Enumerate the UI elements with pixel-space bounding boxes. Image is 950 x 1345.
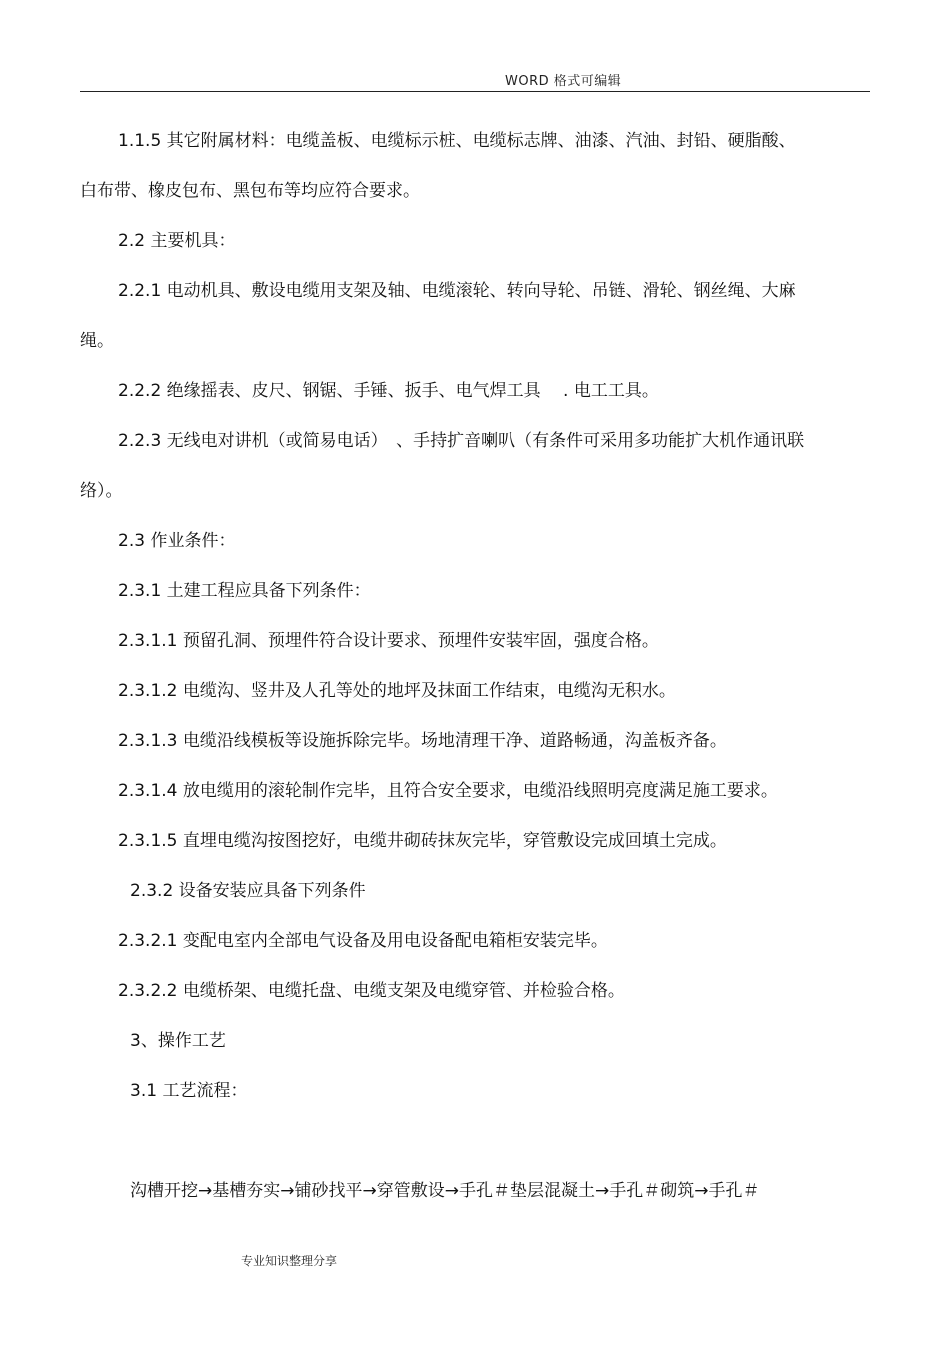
paragraph-line: 2.3.1.4 放电缆用的滚轮制作完毕，且符合安全要求，电缆沿线照明亮度满足施工要求。 [118,781,778,801]
section-heading: 3、操作工艺 [130,1031,226,1051]
section-heading: 2.3 作业条件： [118,531,236,551]
footer-text: 专业知识整理分享 [241,1254,338,1268]
paragraph-line: 2.2.1 电动机具、敷设电缆用支架及轴、电缆滚轮、转向导轮、吊链、滑轮、钢丝绳、大麻 [118,281,796,301]
paragraph-line: 2.3.2.1 变配电室内全部电气设备及用电设备配电箱柜安装完毕。 [118,931,608,951]
paragraph-line: 2.3.1.1 预留孔洞、预埋件符合设计要求、预埋件安装牢固，强度合格。 [118,631,659,651]
paragraph-line: 绳。 [80,331,114,351]
paragraph-line: 2.3.2.2 电缆桥架、电缆托盘、电缆支架及电缆穿管、并检验合格。 [118,981,625,1001]
paragraph-line: 2.2.2 绝缘摇表、皮尺、钢锯、手锤、扳手、电气焊工具 . 电工工具。 [118,381,659,401]
process-flow-line: 沟槽开挖→基槽夯实→铺砂找平→穿管敷设→手孔＃垫层混凝土→手孔＃砌筑→手孔＃ [130,1181,760,1201]
section-heading: 2.2 主要机具： [118,231,236,251]
paragraph-line: 1.1.5 其它附属材料：电缆盖板、电缆标示桩、电缆标志牌、油漆、汽油、封铅、硬脂酸、 [118,131,796,151]
paragraph-line: 2.3.1.3 电缆沿线模板等设施拆除完毕。场地清理干净、道路畅通，沟盖板齐备。 [118,731,727,751]
paragraph-line: 2.3.1 土建工程应具备下列条件： [118,581,371,601]
paragraph-line: 白布带、橡皮包布、黑包布等均应符合要求。 [80,181,420,201]
paragraph-line: 2.3.1.5 直埋电缆沟按图挖好，电缆井砌砖抹灰完毕，穿管敷设完成回填土完成。 [118,831,727,851]
paragraph-line: 2.3.1.2 电缆沟、竖井及人孔等处的地坪及抹面工作结束，电缆沟无积水。 [118,681,676,701]
section-heading: 3.1 工艺流程： [130,1081,248,1101]
paragraph-line: 2.2.3 无线电对讲机（或简易电话） 、手持扩音喇叭（有条件可采用多功能扩大机作通讯联 [118,431,805,451]
paragraph-line: 络）。 [80,481,123,501]
header-divider [80,91,870,92]
paragraph-line: 2.3.2 设备安装应具备下列条件 [130,881,366,901]
header-text: WORD 格式可编辑 [505,74,622,89]
